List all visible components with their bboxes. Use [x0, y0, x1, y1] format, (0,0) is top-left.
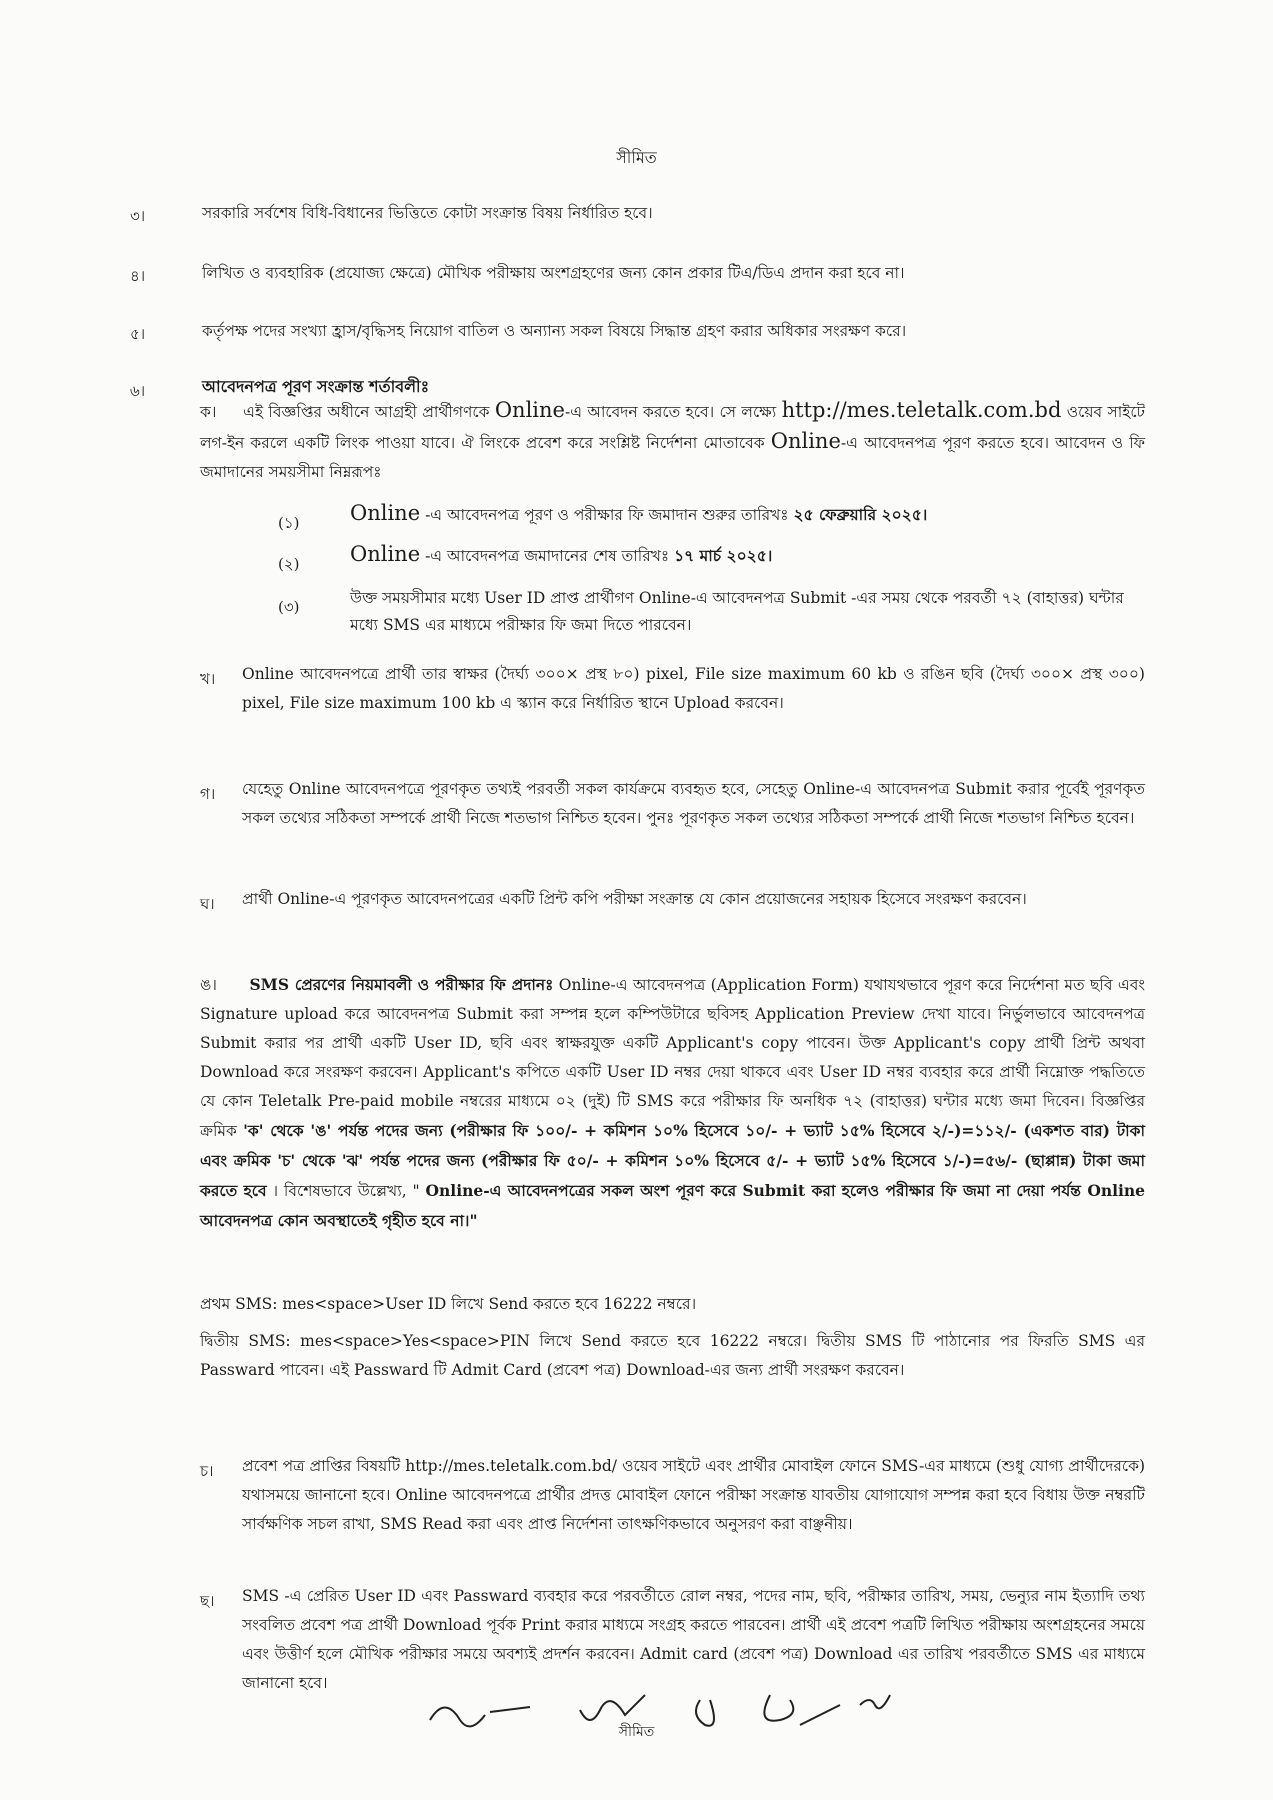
sub-item-text: -এ আবেদনপত্র পূরণ ও পরীক্ষার ফি জমাদান শুরুর তারিখঃ — [420, 506, 794, 524]
sub-item-text: উক্ত সময়সীমার মধ্যে User ID প্রাপ্ত প্রার্থীগণ Online-এ আবেদনপত্র Submit -এর সময় থেকে পরবর্তী ৭২ (বাহাত্তর) ঘন্টার মধ্যে SMS এর মাধ্যমে পরীক্ষার ফি জমা দিতে পারবেন। — [350, 589, 1124, 634]
sub-label: (১) — [278, 514, 300, 532]
clause-text: ওয়েব সাইটে লগ-ইন করলে একটি লিংক পাওয়া যাবে। ঐ লিংকে প্রবেশ করে সংশ্লিষ্ট নির্দেশনা মোতাবেক — [200, 403, 1145, 452]
start-date: ২৫ ফেব্রুয়ারি ২০২৫। — [793, 505, 928, 524]
clause-ga-text: যেহেতু Online আবেদনপত্রে পূরণকৃত তথ্যই পরবর্তী সকল কার্যক্রমে ব্যবহৃত হবে, সেহেতু Online-এ আবেদনপত্র Submit করার পূর্বেই পূরণকৃত সকল তথ্যের সঠিকতা সম্পর্কে প্রার্থী নিজে শতভাগ নিশ্চিত হবেন। পুনঃ পূরণকৃত সকল তথ্যের সঠিকতা সম্পর্কে প্রার্থী নিজে শতভাগ নিশ্চিত হবেন। — [242, 780, 1145, 827]
website-link[interactable]: http://mes.teletalk.com.bd — [781, 398, 1062, 422]
section-number: ৬। — [130, 382, 146, 400]
sub-item-text: -এ আবেদনপত্র জমাদানের শেষ তারিখঃ — [420, 547, 675, 565]
item-number: ৩। — [130, 207, 146, 225]
item-text: লিখিত ও ব্যবহারিক (প্রযোজ্য ক্ষেত্রে) মৌখিক পরীক্ষায় অংশগ্রহণের জন্য কোন প্রকার টিএ/ডিএ প্রদান করা হবে না। — [202, 264, 905, 282]
clause-kha-text: Online আবেদনপত্রে প্রার্থী তার স্বাক্ষর (দৈর্ঘ্য ৩০০× প্রস্থ ৮০) pixel, File size maximum 60 kb ও রঙিন ছবি (দৈর্ঘ্য ৩০০× প্রস্থ ৩০০) pixel, File size maximum 100 kb এ স্ক্যান করে নির্ধারিত স্থানে Upload করবেন। — [242, 665, 1145, 712]
clause-label: ক। — [200, 403, 217, 421]
clause-cha-text: প্রবেশ পত্র প্রাপ্তির বিষয়টি http://mes.teletalk.com.bd/ ওয়েব সাইটে এবং প্রার্থীর মোবাইল ফোনে SMS-এর মাধ্যমে (শুধু যোগ্য প্রার্থীদেরকে) যথাসময়ে জানানো হবে। Online আবেদনপত্রে প্রার্থীর প্রদত্ত মোবাইল ফোনে পরীক্ষা সংক্রান্ত যাবতীয় যোগাযোগ সম্পন্ন করা হবে বিধায় উক্ত নম্বরটি সার্বক্ষণিক সচল রাখা, SMS Read করা এবং প্রাপ্ত নির্দেশনা তাৎক্ষণিকভাবে অনুসরণ করা বাঞ্ছনীয়। — [242, 1457, 1145, 1533]
item-number: ৪। — [130, 267, 146, 285]
clause-text: এই বিজ্ঞপ্তির অধীনে আগ্রহী প্রার্থীগণকে — [243, 403, 495, 421]
first-sms-instruction: প্রথম SMS: mes<space>User ID লিখে Send করতে হবে 16222 নম্বরে। — [200, 1295, 697, 1313]
clause-title: SMS প্রেরণের নিয়মাবলী ও পরীক্ষার ফি প্রদানঃ — [249, 975, 554, 994]
clause-text: Online-এ আবেদনপত্র (Application Form) যথাযথভাবে পূরণ করে নির্দেশনা মত ছবি এবং Signature upload করে আবেদনপত্র Submit করা সম্পন্ন হলে কম্পিউটারে ছবিসহ Application Preview দেখা যাবে। নির্ভুলভাবে আবেদনপত্র Submit করার পর প্রার্থী একটি User ID, ছবি এবং স্বাক্ষরযুক্ত একটি Applicant's copy পাবেন। উক্ত Applicant's copy প্রার্থী প্রিন্ট অথবা Download করে সংরক্ষণ করবেন। Applicant's কপিতে একটি User ID নম্বর দেয়া থাকবে এবং User ID নম্বর ব্যবহার করে প্রার্থী নিম্নোক্ত পদ্ধতিতে যে কোন Teletalk Pre-paid mobile নম্বরের মাধ্যমে ০২ (দুই) টি SMS করে পরীক্ষার ফি অনধিক ৭২ (বাহাত্তর) ঘন্টার মধ্যে জমা দিবেন। বিজ্ঞপ্তির ক্রমিক — [200, 976, 1145, 1140]
clause-label: ছ। — [200, 1592, 215, 1610]
item-text: কর্তৃপক্ষ পদের সংখ্যা হ্রাস/বৃদ্ধিসহ নিয়োগ বাতিল ও অন্যান্য সকল বিষয়ে সিদ্ধান্ত গ্রহণ করার অধিকার সংরক্ষণ করে। — [202, 322, 907, 340]
section-title: আবেদনপত্র পূরণ সংক্রান্ত শর্তাবলীঃ — [202, 377, 430, 396]
clause-label: ঙ। — [200, 976, 217, 994]
clause-chha-text: SMS -এ প্রেরিত User ID এবং Passward ব্যবহার করে পরবর্তীতে রোল নম্বর, পদের নাম, ছবি, পরীক্ষার তারিখ, সময়, ভেন্যুর নাম ইত্যাদি তথ্য সংবলিত প্রবেশ পত্র প্রার্থী Download পূর্বক Print করার মাধ্যমে সংগ্রহ করতে পারবেন। প্রার্থী এই প্রবেশ পত্রটি লিখিত পরীক্ষায় অংশগ্রহনের সময়ে এবং উত্তীর্ণ হলে মৌখিক পরীক্ষার সময়ে অবশ্যই প্রদর্শন করবেন। Admit card (প্রবেশ পত্র) Download এর তারিখ পরবর্তীতে SMS এর মাধ্যমে জানানো হবে। — [242, 1587, 1145, 1692]
classification-header: সীমিত — [616, 148, 657, 167]
clause-text: -এ আবেদনপত্র পূরণ করতে হবে। আবেদন ও ফি জমাদানের সময়সীমা নিম্নরূপঃ — [200, 434, 1145, 481]
clause-label: গ। — [200, 785, 216, 803]
clause-uma — [200, 970, 1145, 1236]
fee-details: 'ক' থেকে 'ঙ' পর্যন্ত পদের জন্য (পরীক্ষার ফি ১০০/- + কমিশন ১০% হিসেবে ১০/- + ভ্যাট ১৫% হিসেবে ২/-)=১১২/- (একশত বার) টাকা এবং ক্রমিক 'চ' থেকে 'ঝ' পর্যন্ত পদের জন্য (পরীক্ষার ফি ৫০/- + কমিশন ১০% হিসেবে ৫/- + ভ্যাট ১৫% হিসেবে ১/-)=৫৬/- (ছাপ্পান্ন) টাকা জমা করতে হবে — [200, 1121, 1145, 1200]
clause-text: Online — [494, 398, 565, 422]
item-number: ৫। — [130, 325, 146, 343]
clause-label: চ। — [200, 1462, 214, 1480]
clause-text: । বিশেষভাবে উল্লেখ্য, " — [266, 1182, 426, 1200]
end-date: ১৭ মার্চ ২০২৫। — [674, 546, 773, 565]
clause-label: খ। — [200, 670, 216, 688]
clause-text: -এ আবেদন করতে হবে। সে লক্ষ্যে — [564, 403, 782, 421]
item-text: সরকারি সর্বশেষ বিধি-বিধানের ভিত্তিতে কোটা সংক্রান্ত বিষয় নির্ধারিত হবে। — [202, 204, 653, 222]
clause-ka — [200, 396, 1145, 487]
sub-item — [350, 500, 1143, 529]
clause-label: ঘ। — [200, 895, 215, 913]
second-sms-instruction: দ্বিতীয় SMS: mes<space>Yes<space>PIN লিখে Send করতে হবে 16222 নম্বরে। দ্বিতীয় SMS টি পাঠানোর পর ফিরতি SMS এর Passward পাবেন। এই Passward টি Admit Card (প্রবেশ পত্র) Download-এর জন্য প্রার্থী সংরক্ষণ করবেন। — [200, 1332, 1145, 1379]
sub-label: (৩) — [278, 598, 300, 616]
sub-item-text: Online — [350, 542, 421, 566]
clause-gha-text: প্রার্থী Online-এ পূরণকৃত আবেদনপত্রের একটি প্রিন্ট কপি পরীক্ষা সংক্রান্ত যে কোন প্রয়োজনের সহায়ক হিসেবে সংরক্ষণ করবেন। — [242, 890, 1027, 908]
clause-text: Online — [770, 429, 841, 453]
sub-label: (২) — [278, 555, 300, 573]
classification-footer: সীমিত — [618, 1724, 655, 1740]
fee-warning: Online-এ আবেদনপত্রের সকল অংশ পূরণ করে Submit করা হলেও পরীক্ষার ফি জমা না দেয়া পর্যন্ত Online আবেদনপত্র কোন অবস্থাতেই গৃহীত হবে না।" — [200, 1181, 1146, 1230]
sub-item — [350, 541, 1143, 570]
sub-item-text: Online — [350, 501, 421, 525]
